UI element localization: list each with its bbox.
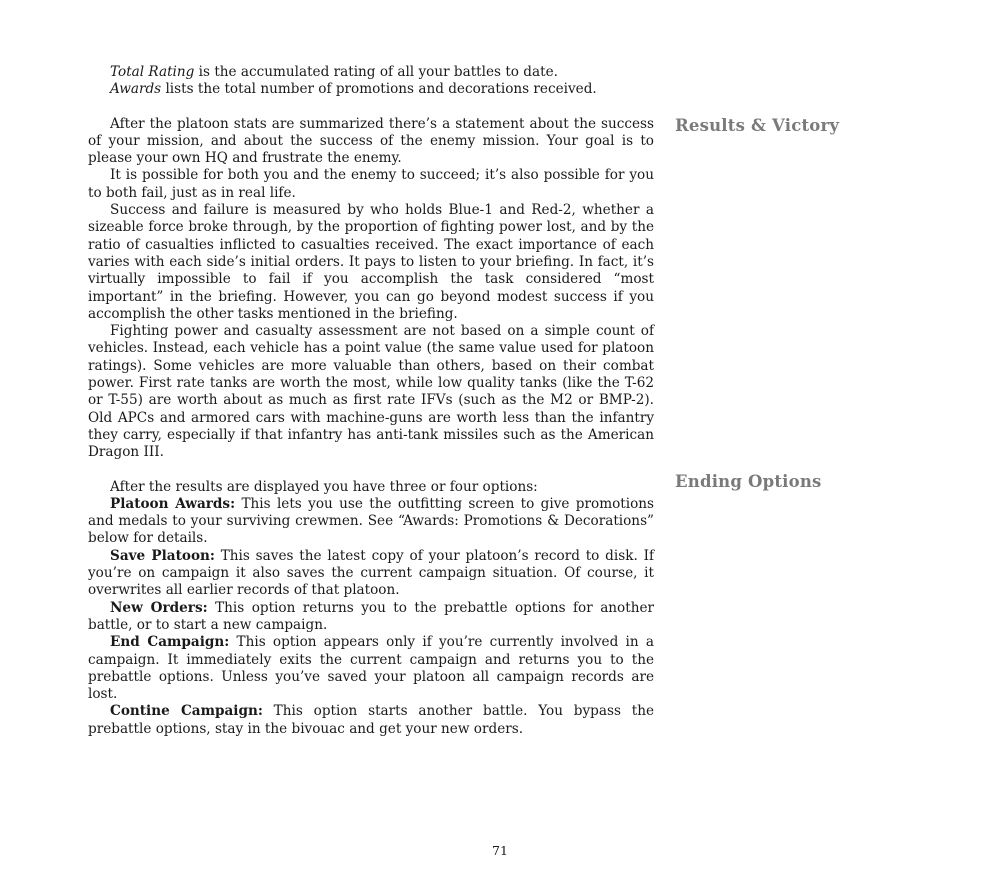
awards-term: Awards xyxy=(110,81,162,98)
results-paragraph-2: It is possible for both you and the enemy to succeed; it’s also possible for you to both fail, just as in real life. xyxy=(88,167,654,201)
option-text: This option appears only if you’re currently involved in a campaign. It immediately exits the current campaign and returns you to the prebattle options. Unless you’ve saved your platoon all campaign records are lost. xyxy=(88,634,654,703)
total-rating-term: Total Rating xyxy=(110,64,195,80)
option-new-orders xyxy=(88,600,654,635)
option-continue-campaign xyxy=(88,703,654,738)
awards-line xyxy=(88,81,654,98)
option-save-platoon xyxy=(88,548,654,600)
option-platoon-awards xyxy=(88,496,654,548)
total-rating-text: is the accumulated rating of all your battles to date. xyxy=(194,64,558,80)
option-text: This lets you use the outfitting screen to give promotions and medals to your surviving crewmen. See “Awards: Promotions & Decorations” below for details. xyxy=(88,495,654,547)
results-paragraph-4: Fighting power and casualty assessment are not based on a simple count of vehicles. Instead, each vehicle has a point value (the same value used for platoon ratings). Some vehicles are more valuable than others, based on their combat power. First rate tanks are worth the most, while low quality tanks (like the T-62 or T-55) are worth about as much as first rate IFVs (such as the M2 or BMP-2). Old APCs and armored cars with machine-guns are worth less than the infantry they carry, especially if that infantry has anti-tank missiles such as the American Dragon III. xyxy=(88,323,654,461)
ending-options-heading: Ending Options xyxy=(675,472,822,491)
option-term: Save Platoon: xyxy=(110,547,215,564)
awards-text: lists the total number of promotions and decorations received. xyxy=(161,81,597,98)
option-text: This option returns you to the prebattle options for another battle, or to start a new campaign. xyxy=(88,599,654,633)
option-text: This option starts another battle. You bypass the prebattle options, stay in the bivouac and get your new orders. xyxy=(88,703,655,737)
option-term: New Orders: xyxy=(110,599,208,616)
ending-intro: After the results are displayed you have three or four options: xyxy=(110,478,538,495)
option-term: Platoon Awards: xyxy=(110,495,236,512)
results-paragraph-3: Success and failure is measured by who holds Blue-1 and Red-2, whether a sizeable force broke through, by the proportion of fighting power lost, and by the ratio of casualties inflicted to casualties received. The exact importance of each varies with each side’s initial orders. It pays to listen to your briefing. In fact, it’s virtually impossible to fail if you accomplish the task considered “most important” in the briefing. However, you can go beyond modest success if you accomplish the other tasks mentioned in the briefing. xyxy=(88,202,654,322)
results-victory-heading: Results & Victory xyxy=(675,116,840,135)
option-term: Contine Campaign: xyxy=(110,703,263,720)
body-text xyxy=(88,64,654,738)
option-end-campaign xyxy=(88,634,654,703)
option-term: End Campaign: xyxy=(110,634,230,651)
option-text: This saves the latest copy of your platoon’s record to disk. If you’re on campaign it also saves the current campaign situation. Of course, it overwrites all earlier records of that platoon. xyxy=(88,547,654,599)
results-paragraph-1: After the platoon stats are summarized there’s a statement about the success of your mission, and about the success of the enemy mission. Your goal is to please your own HQ and frustrate the enemy. xyxy=(88,115,654,167)
page-number: 71 xyxy=(492,843,508,858)
total-rating-line xyxy=(88,64,654,81)
